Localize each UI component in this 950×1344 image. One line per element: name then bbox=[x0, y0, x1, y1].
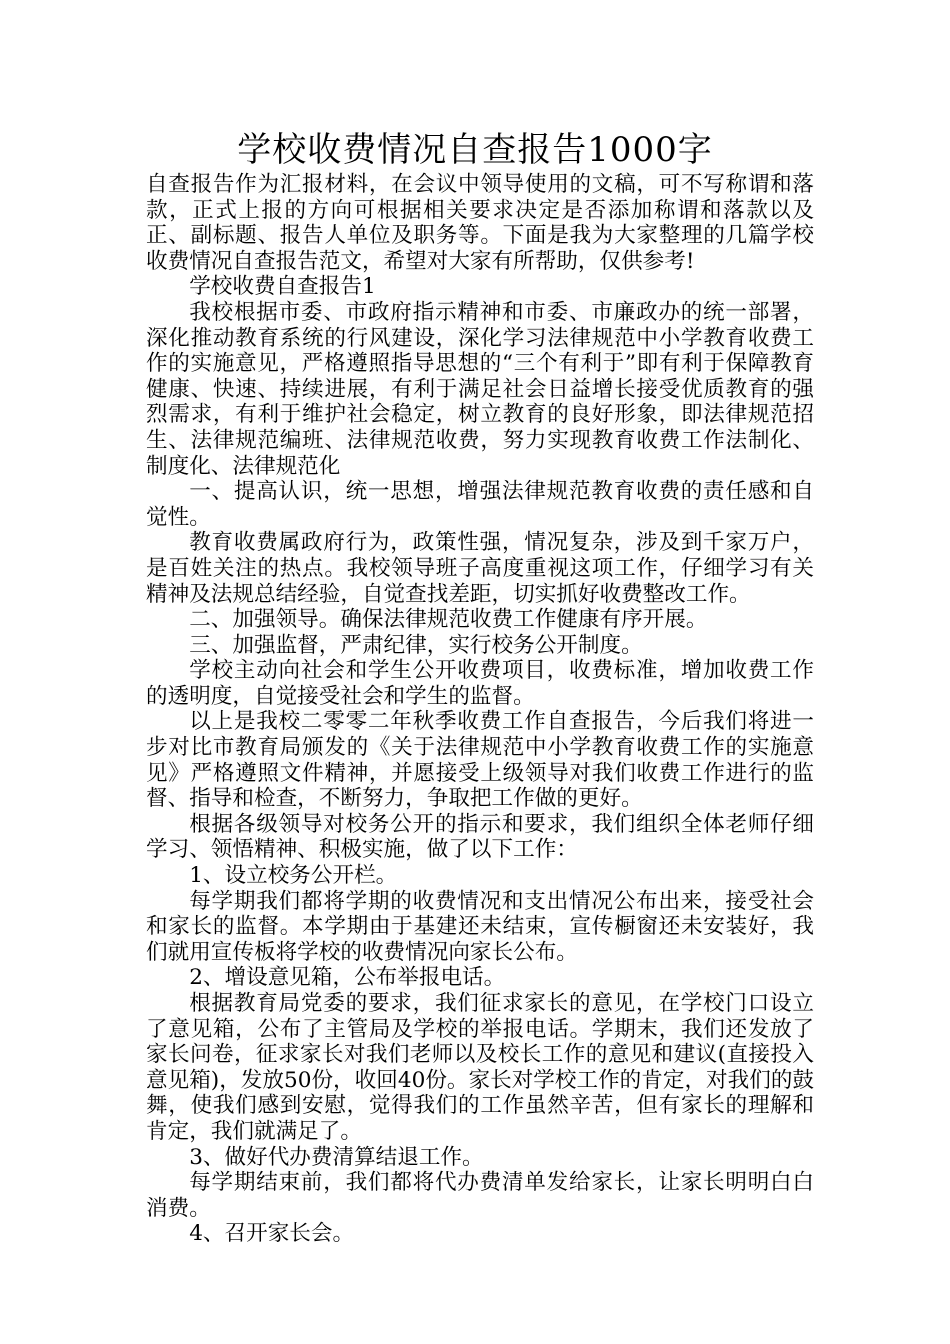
body-paragraph: 每学期我们都将学期的收费情况和支出情况公布出来，接受社会和家长的监督。本学期由于基建还未结束，宣传橱窗还未安装好，我们就用宣传板将学校的收费情况向家长公布。 bbox=[146, 888, 814, 965]
body-paragraph: 一、提高认识，统一思想，增强法律规范教育收费的责任感和自觉性。 bbox=[146, 479, 814, 530]
body-paragraph: 三、加强监督，严肃纪律，实行校务公开制度。 bbox=[189, 632, 643, 658]
body-paragraph: 2、增设意见箱，公布举报电话。 bbox=[189, 965, 506, 991]
body-paragraph: 根据教育局党委的要求，我们征求家长的意见，在学校门口设立了意见箱，公布了主管局及学校的举报电话。学期末，我们还发放了家长问卷，征求家长对我们老师以及校长工作的意见和建议(直接投入意见箱)，发放50份，收回40份。家长对学校工作的肯定，对我们的鼓舞，使我们感到安慰，觉得我们的工作虽然辛苦，但有家长的理解和肯定，我们就满足了。 bbox=[146, 991, 815, 1144]
body-paragraph: 二、加强领导。确保法律规范收费工作健康有序开展。 bbox=[189, 607, 708, 633]
intro-paragraph: 自查报告作为汇报材料，在会议中领导使用的文稿，可不写称谓和落款，正式上报的方向可根据相关要求决定是否添加称谓和落款以及正、副标题、报告人单位及职务等。下面是我为大家整理的几篇学校收费情况自查报告范文，希望对大家有所帮助，仅供参考! bbox=[146, 172, 814, 274]
body-paragraph: 我校根据市委、市政府指示精神和市委、市廉政办的统一部署，深化推动教育系统的行风建设，深化学习法律规范中小学教育收费工作的实施意见，严格遵照指导思想的“三个有利于”即有利于保障教育健康、快速、持续进展，有利于满足社会日益增长接受优质教育的强烈需求，有利于维护社会稳定，树立教育的良好形象，即法律规范招生、法律规范编班、法律规范收费，努力实现教育收费工作法制化、制度化、法律规范化 bbox=[146, 299, 814, 479]
body-paragraph: 3、做好代办费清算结退工作。 bbox=[189, 1144, 484, 1170]
section-heading: 学校收费自查报告1 bbox=[189, 274, 376, 300]
document-title: 学校收费情况自查报告1000字 bbox=[237, 130, 713, 170]
body-paragraph: 以上是我校二零零二年秋季收费工作自查报告，今后我们将进一步对比市教育局颁发的《关于法律规范中小学教育收费工作的实施意见》严格遵照文件精神，并愿接受上级领导对我们收费工作进行的监督、指导和检查，不断努力，争取把工作做的更好。 bbox=[146, 709, 814, 812]
body-paragraph: 1、设立校务公开栏。 bbox=[189, 863, 398, 889]
body-paragraph: 每学期结束前，我们都将代办费清单发给家长，让家长明明白白消费。 bbox=[146, 1170, 814, 1221]
body-paragraph: 4、召开家长会。 bbox=[189, 1221, 355, 1247]
body-paragraph: 教育收费属政府行为，政策性强，情况复杂，涉及到千家万户，是百姓关注的热点。我校领导班子高度重视这项工作，仔细学习有关精神及法规总结经验，自觉查找差距，切实抓好收费整改工作。 bbox=[146, 530, 814, 607]
body-paragraph: 学校主动向社会和学生公开收费项目，收费标准，增加收费工作的透明度，自觉接受社会和学生的监督。 bbox=[146, 658, 814, 709]
document-body bbox=[146, 172, 814, 1247]
body-paragraph: 根据各级领导对校务公开的指示和要求，我们组织全体老师仔细学习、领悟精神、积极实施，做了以下工作： bbox=[146, 811, 814, 863]
